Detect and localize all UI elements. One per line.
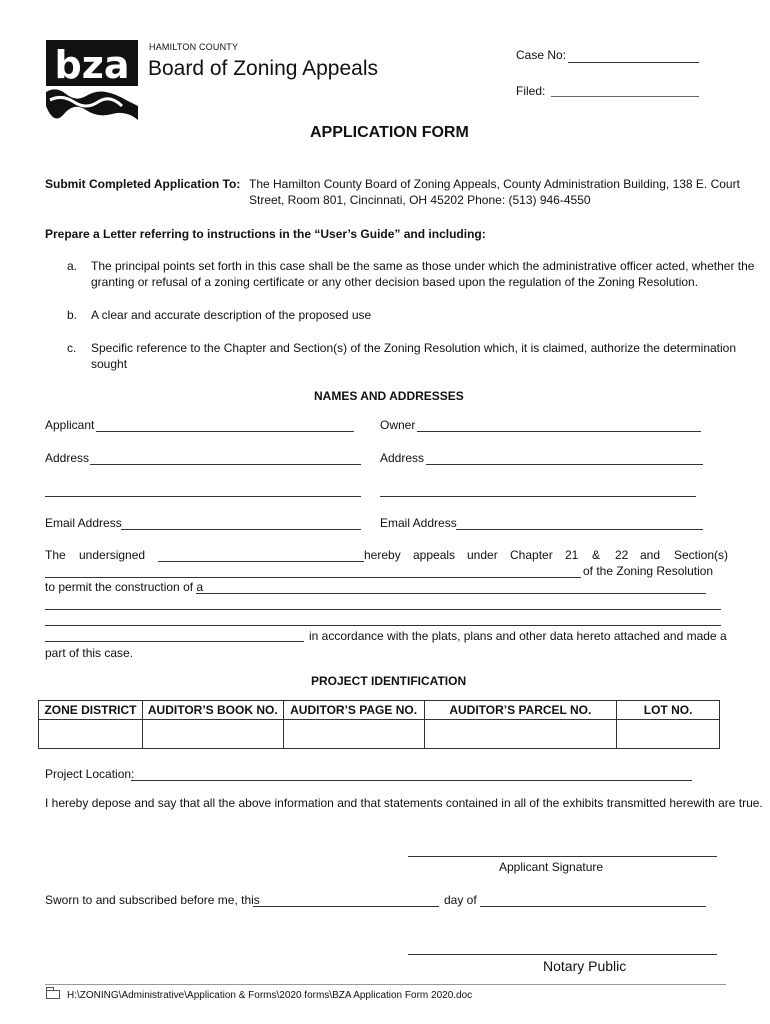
project-location-label: Project Location: [45,767,135,781]
notary-signature-field[interactable] [408,954,717,955]
sections-field[interactable] [45,577,581,578]
lot-no-cell[interactable] [617,720,720,749]
names-heading: NAMES AND ADDRESSES [314,389,464,403]
auditors-page-cell[interactable] [283,720,424,749]
appeal-word-sections: Section(s) [674,548,729,562]
sworn-day-field[interactable] [253,906,439,907]
filed-label: Filed: [516,84,546,98]
sworn-label: Sworn to and subscribed before me, this [45,893,260,907]
header-auditors-page: AUDITOR’S PAGE NO. [283,701,424,720]
part-of-case-text: part of this case. [45,646,134,660]
owner-email-field[interactable] [456,529,703,530]
item-a-line2: granting or refusal of a zoning certificate or any other decision based upon the regulation of the Zoning Resolution. [91,275,699,289]
appeal-word-21: 21 [565,548,579,562]
table-row [39,720,720,749]
footer-file-path: H:\ZONING\Administrative\Application & Forms\2020 forms\BZA Application Form 2020.doc [67,990,473,1001]
appeal-word-22: 22 [615,548,629,562]
submit-address-line1: The Hamilton County Board of Zoning Appeals, County Administration Building, 138 E. Court [249,177,740,191]
project-table-header-row [39,701,720,720]
folder-icon [46,990,60,999]
appeal-word-chapter: Chapter [510,548,553,562]
prepare-heading: Prepare a Letter referring to instructions in the “User’s Guide” and including: [45,227,486,241]
zoning-resolution-text: of the Zoning Resolution [583,564,714,578]
appeal-word-and: and [640,548,661,562]
owner-field[interactable] [417,431,701,432]
footer-divider [45,984,726,985]
applicant-email-field[interactable] [121,529,361,530]
appeal-word-under: under [467,548,498,562]
depose-statement: I hereby depose and say that all the above information and that statements contained in all of the exhibits transmitted herewith are true. [45,796,763,810]
project-heading: PROJECT IDENTIFICATION [311,674,467,688]
auditors-book-cell[interactable] [142,720,283,749]
auditors-parcel-cell[interactable] [424,720,617,749]
submit-address-line2: Street, Room 801, Cincinnati, OH 45202 Phone: (513) 946-4550 [249,193,591,207]
construction-field-4[interactable] [45,641,304,642]
item-c-line2: sought [91,357,128,371]
applicant-email-label: Email Address [45,516,122,530]
applicant-address-label: Address [45,451,90,465]
owner-email-label: Email Address [380,516,457,530]
bza-logo [46,40,138,122]
item-b-line1: A clear and accurate description of the proposed use [91,308,372,322]
item-a-marker: a. [67,259,78,273]
appeal-word-hereby: hereby [364,548,401,562]
accordance-text: in accordance with the plats, plans and other data hereto attached and made a [309,629,727,643]
header-auditors-parcel: AUDITOR’S PARCEL NO. [424,701,617,720]
project-table [38,700,720,749]
zone-district-cell[interactable] [39,720,143,749]
applicant-label: Applicant [45,418,95,432]
day-of-label: day of [444,893,477,907]
project-location-field[interactable] [131,780,692,781]
item-a-line1: The principal points set forth in this case shall be the same as those under which the administrative officer acted, whether the [91,259,755,273]
item-c-marker: c. [67,341,77,355]
page-title: APPLICATION FORM [310,124,469,141]
owner-address-field[interactable] [426,464,703,465]
construction-field-3[interactable] [45,625,721,626]
appeal-word-undersigned: undersigned [79,548,146,562]
permit-label: to permit the construction of a [45,580,204,594]
owner-address-field-2[interactable] [380,496,696,497]
case-no-field[interactable] [568,62,699,63]
logo-text: bza [54,43,130,87]
applicant-address-field-2[interactable] [45,496,361,497]
applicant-signature-field[interactable] [408,856,717,857]
appeal-word-amp: & [592,548,601,562]
undersigned-field[interactable] [158,561,364,562]
applicant-signature-label: Applicant Signature [499,860,604,874]
construction-field-2[interactable] [45,609,721,610]
notary-label: Notary Public [543,958,627,974]
item-b-marker: b. [67,308,78,322]
filed-field[interactable] [551,96,699,97]
county-name: HAMILTON COUNTY [149,42,239,52]
board-name: Board of Zoning Appeals [148,57,378,80]
header-lot-no: LOT NO. [617,701,720,720]
case-no-label: Case No: [516,48,567,62]
appeal-word-the: The [45,548,66,562]
submit-label: Submit Completed Application To: [45,177,241,191]
owner-address-label: Address [380,451,425,465]
sworn-month-field[interactable] [480,906,706,907]
owner-label: Owner [380,418,416,432]
header-zone-district: ZONE DISTRICT [39,701,143,720]
construction-field[interactable] [196,593,706,594]
bza-logo-graphic [46,40,138,122]
applicant-address-field[interactable] [90,464,361,465]
appeal-word-appeals: appeals [413,548,456,562]
item-c-line1: Specific reference to the Chapter and Section(s) of the Zoning Resolution which, it is claimed, authorize the determination [91,341,737,355]
applicant-field[interactable] [96,431,354,432]
header-auditors-book: AUDITOR’S BOOK NO. [142,701,283,720]
